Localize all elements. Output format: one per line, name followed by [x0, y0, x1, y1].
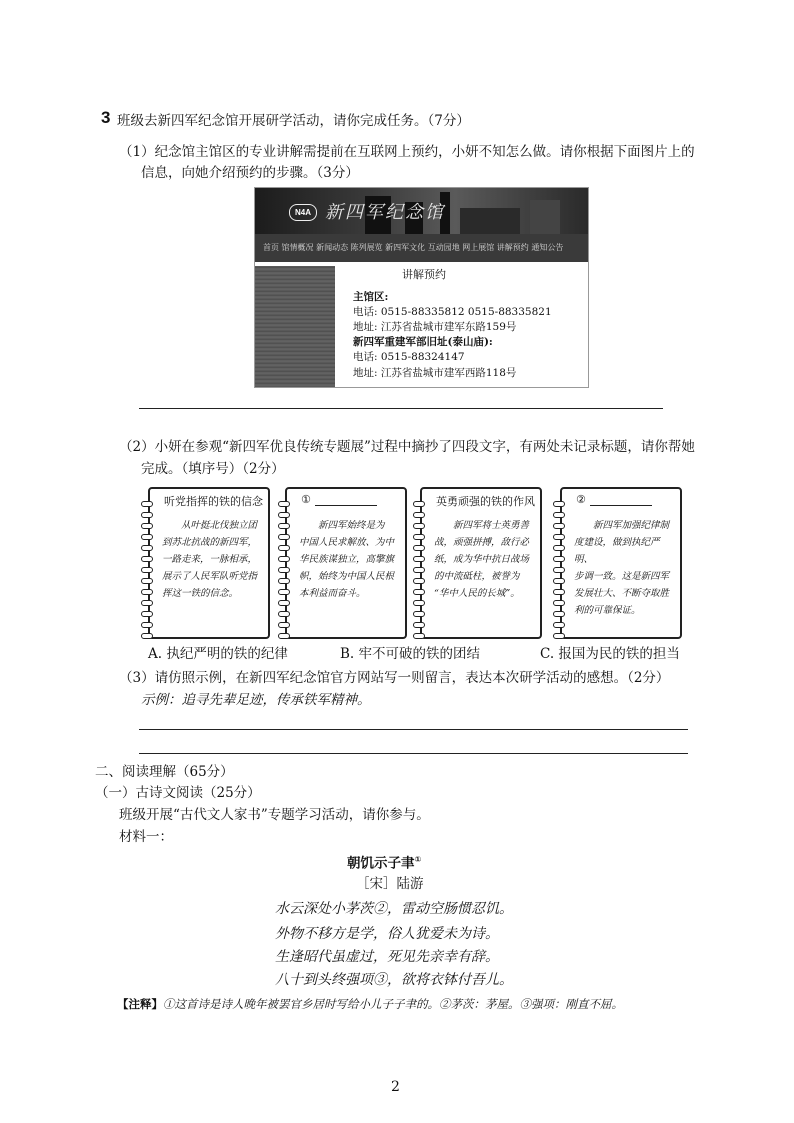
- subquestion-2-line1: （2）小妍在参观“新四军优良传统专题展”过程中摘抄了四段文字，有两处未记录标题，请你帮她: [119, 439, 695, 455]
- subquestion-1-line1: （1）纪念馆主馆区的专业讲解需提前在互联网上预约，小妍不知怎么做。请你根据下面图片上的: [119, 144, 695, 160]
- page-number: 2: [391, 1079, 400, 1095]
- activity-intro: 班级开展“古代文人家书”专题学习活动，请你参与。: [119, 807, 430, 823]
- subquestion-2-line2: 完成。（填序号）（2分）: [141, 461, 285, 477]
- main-hall-label: 主馆区:: [353, 291, 389, 303]
- n4a-logo: N4A: [289, 204, 317, 221]
- poem-author: ［宋］陆游: [356, 876, 424, 892]
- main-hall-address: 地址: 江苏省盐城市建军东路159号: [353, 321, 517, 333]
- poem-line: 八十到头终强项③，欲将衣钵付吾儿。: [275, 972, 513, 988]
- website-banner: [255, 188, 588, 234]
- option-c: C. 报国为民的铁的担当: [540, 646, 680, 662]
- notebook-card-3: [420, 487, 542, 639]
- answer-line-2: [139, 729, 688, 730]
- subquestion-1-line2: 信息，向她介绍预约的步骤。（3分）: [141, 165, 359, 181]
- question-number: 3: [101, 108, 111, 127]
- card-body: 新四军加强纪律制 度建设，做到执纪严明、 步调一致。这是新四军 发展壮大、不断夺取胜 利的可靠保证。: [574, 520, 670, 616]
- website-nav: 首页 馆情概况 新闻动态 陈列展览 新四军文化 互动园地 网上展馆 讲解预约 通知公告: [255, 234, 588, 262]
- card-title-blank[interactable]: ①: [301, 493, 377, 506]
- hq-address: 地址: 江苏省盐城市建军西路118号: [353, 367, 517, 379]
- section-title: 二、阅读理解（65分）: [95, 764, 234, 780]
- notes-label: 【注释】: [117, 997, 163, 1011]
- notes-text: ①这首诗是诗人晚年被罢官乡居时写给小儿子子聿的。②茅茨：茅屋。③强项：刚直不屈。: [163, 997, 623, 1011]
- main-hall-phone: 电话: 0515-88335812 0515-88335821: [353, 306, 552, 318]
- answer-line-3: [139, 753, 688, 754]
- section-heading: 讲解预约: [402, 268, 446, 281]
- website-screenshot: [254, 187, 589, 388]
- notebook-card-2: [285, 487, 407, 639]
- poem-title: 朝饥示子聿①: [347, 855, 422, 872]
- card-body: 新四军将士英勇善 战，顽强拼搏，敌行必 纸，成为华中抗日战场 的中流砥柱，被誉为 “华中人民的长城”。: [434, 520, 530, 599]
- option-b: B. 牢不可破的铁的团结: [340, 646, 481, 662]
- poem-line: 生逢昭代虽虚过，死见先亲幸有辞。: [275, 949, 499, 965]
- fill-blank-1[interactable]: [315, 494, 377, 506]
- poem-line: 水云深处小茅茨②，雷动空肠惯忍饥。: [275, 901, 513, 917]
- hq-phone: 电话: 0515-88324147: [353, 351, 465, 363]
- card-body: 从叶挺北伐独立团 到苏北抗战的新四军， 一路走来，一脉相承， 展示了人民军队听党指 挥这一铁的信念。: [162, 520, 258, 599]
- card-title-blank[interactable]: ②: [576, 493, 652, 506]
- card-title: 听党指挥的铁的信念: [164, 495, 263, 508]
- example-text: 示例：追寻先辈足迹，传承铁军精神。: [141, 692, 371, 708]
- part-title: （一）古诗文阅读（25分）: [95, 785, 261, 801]
- notebook-card-1: [148, 487, 270, 639]
- banner-title: 新四军纪念馆: [325, 202, 445, 223]
- fill-blank-2[interactable]: [590, 494, 652, 506]
- material-label: 材料一：: [119, 829, 173, 845]
- poem-line: 外物不移方是学，俗人犹爱未为诗。: [275, 926, 499, 942]
- thumbnail-image: [255, 266, 335, 387]
- question-stem: 班级去新四军纪念馆开展研学活动，请你完成任务。（7分）: [117, 113, 470, 129]
- answer-line-1: [139, 408, 663, 409]
- subquestion-3-line1: （3）请仿照示例，在新四军纪念馆官方网站写一则留言，表达本次研学活动的感想。（2分）: [119, 670, 670, 686]
- hq-label: 新四军重建军部旧址(泰山庙):: [353, 336, 493, 348]
- option-a: A. 执纪严明的铁的纪律: [148, 646, 288, 662]
- notebook-card-4: [560, 487, 682, 639]
- card-title: 英勇顽强的铁的作风: [436, 495, 535, 508]
- annotations: [117, 996, 623, 1012]
- card-body: 新四军始终是为 中国人民求解放、为中 华民族谋独立，高擎旗 帜，始终为中国人民根 本利益而奋斗。: [299, 520, 395, 599]
